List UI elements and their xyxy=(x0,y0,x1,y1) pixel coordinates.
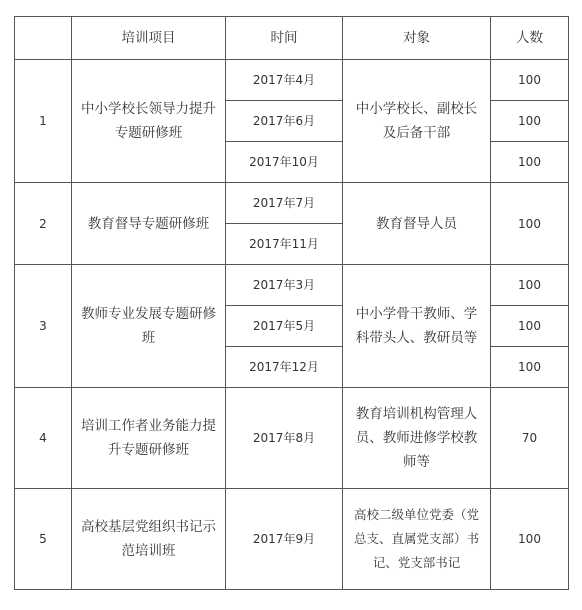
row-index: 3 xyxy=(15,265,72,388)
row-project: 教师专业发展专题研修班 xyxy=(72,265,226,388)
row-time: 2017年10月 xyxy=(226,142,343,183)
row-index: 1 xyxy=(15,60,72,183)
table-header-row xyxy=(15,17,569,60)
row-count: 100 xyxy=(491,347,569,388)
row-count: 100 xyxy=(491,489,569,590)
header-time: 时间 xyxy=(226,17,343,60)
row-time: 2017年4月 xyxy=(226,60,343,101)
row-target: 教育培训机构管理人员、教师进修学校教师等 xyxy=(343,388,491,489)
row-time: 2017年8月 xyxy=(226,388,343,489)
training-table xyxy=(14,16,569,590)
table-row xyxy=(15,265,569,306)
row-time: 2017年3月 xyxy=(226,265,343,306)
row-time: 2017年5月 xyxy=(226,306,343,347)
row-target: 高校二级单位党委（党总支、直属党支部）书记、党支部书记 xyxy=(343,489,491,590)
row-index: 5 xyxy=(15,489,72,590)
row-time: 2017年11月 xyxy=(226,224,343,265)
row-count: 100 xyxy=(491,60,569,101)
row-target: 中小学校长、副校长及后备干部 xyxy=(343,60,491,183)
row-count: 100 xyxy=(491,142,569,183)
row-project: 培训工作者业务能力提升专题研修班 xyxy=(72,388,226,489)
row-time: 2017年9月 xyxy=(226,489,343,590)
row-index: 2 xyxy=(15,183,72,265)
header-project: 培训项目 xyxy=(72,17,226,60)
row-target: 中小学骨干教师、学科带头人、教研员等 xyxy=(343,265,491,388)
row-time: 2017年12月 xyxy=(226,347,343,388)
row-project: 教育督导专题研修班 xyxy=(72,183,226,265)
row-target: 教育督导人员 xyxy=(343,183,491,265)
row-time: 2017年6月 xyxy=(226,101,343,142)
row-count: 100 xyxy=(491,101,569,142)
row-project: 高校基层党组织书记示范培训班 xyxy=(72,489,226,590)
table-row xyxy=(15,489,569,590)
row-count: 100 xyxy=(491,306,569,347)
table-row xyxy=(15,388,569,489)
row-index: 4 xyxy=(15,388,72,489)
header-count: 人数 xyxy=(491,17,569,60)
header-index xyxy=(15,17,72,60)
row-project: 中小学校长领导力提升专题研修班 xyxy=(72,60,226,183)
table-row xyxy=(15,60,569,101)
row-count: 100 xyxy=(491,265,569,306)
table-row xyxy=(15,183,569,224)
header-target: 对象 xyxy=(343,17,491,60)
row-count: 100 xyxy=(491,183,569,265)
row-time: 2017年7月 xyxy=(226,183,343,224)
row-count: 70 xyxy=(491,388,569,489)
